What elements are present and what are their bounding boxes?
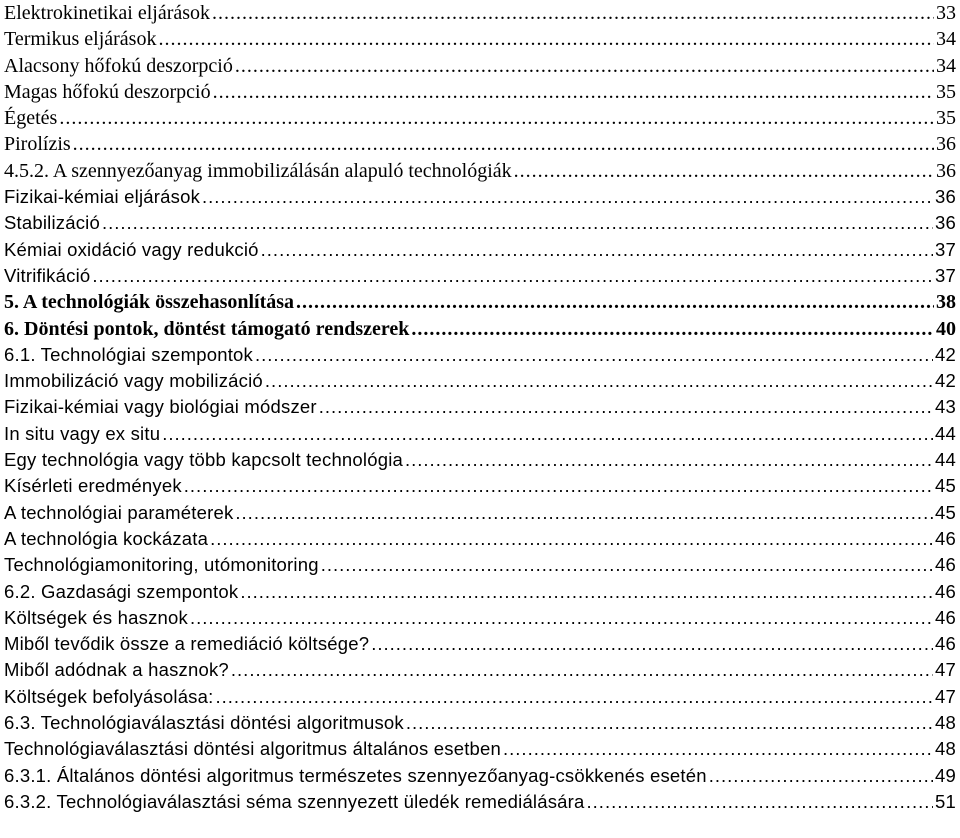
toc-entry[interactable] bbox=[4, 605, 956, 631]
toc-leader-dots bbox=[405, 447, 933, 473]
toc-leader-dots bbox=[503, 736, 933, 762]
toc-entry-title: Miből adódnak a hasznok? bbox=[4, 659, 229, 681]
toc-leader-dots bbox=[92, 263, 933, 289]
toc-entry-title: Technológiamonitoring, utómonitoring bbox=[4, 554, 319, 576]
toc-entry-page: 33 bbox=[936, 2, 956, 24]
toc-entry[interactable] bbox=[4, 789, 956, 815]
toc-entry-page: 34 bbox=[936, 54, 956, 77]
toc-entry-title: Stabilizáció bbox=[4, 212, 100, 234]
toc-leader-dots bbox=[73, 131, 934, 157]
toc-entry-title: Elektrokinetikai eljárások bbox=[4, 2, 211, 24]
toc-entry[interactable] bbox=[4, 710, 956, 736]
toc-leader-dots bbox=[213, 79, 934, 105]
toc-entry[interactable] bbox=[4, 447, 956, 473]
toc-entry[interactable] bbox=[4, 657, 956, 683]
toc-entry[interactable] bbox=[4, 316, 956, 342]
toc-entry-page: 34 bbox=[936, 28, 956, 51]
toc-entry-title: 5. A technológiák összehasonlítása bbox=[4, 291, 295, 314]
toc-entry[interactable] bbox=[4, 763, 956, 789]
toc-leader-dots bbox=[319, 394, 933, 420]
toc-entry-title: 6. Döntési pontok, döntést támogató rendszerek bbox=[4, 317, 410, 340]
toc-leader-dots bbox=[210, 526, 933, 552]
toc-leader-dots bbox=[709, 763, 933, 789]
toc-entry-page: 38 bbox=[936, 291, 956, 314]
toc-entry-page: 45 bbox=[935, 475, 956, 497]
toc-leader-dots bbox=[158, 26, 934, 52]
toc-entry-title: 6.1. Technológiai szempontok bbox=[4, 343, 253, 365]
toc-entry-page: 44 bbox=[935, 422, 956, 444]
toc-entry-page: 36 bbox=[936, 133, 956, 156]
toc-entry-page: 35 bbox=[936, 80, 956, 103]
toc-leader-dots bbox=[514, 158, 934, 184]
toc-leader-dots bbox=[265, 368, 933, 394]
toc-entry-page: 37 bbox=[935, 238, 956, 260]
toc-entry-title: Kémiai oxidáció vagy redukció bbox=[4, 238, 259, 260]
toc-entry[interactable] bbox=[4, 184, 956, 210]
toc-entry-page: 46 bbox=[935, 633, 956, 655]
toc-entry-title: Kísérleti eredmények bbox=[4, 475, 182, 497]
toc-leader-dots bbox=[190, 605, 933, 631]
toc-leader-dots bbox=[321, 552, 933, 578]
toc-entry-title: Költségek befolyásolása: bbox=[4, 685, 214, 707]
toc-leader-dots bbox=[59, 105, 934, 131]
toc-entry[interactable] bbox=[4, 552, 956, 578]
toc-leader-dots bbox=[162, 421, 933, 447]
toc-entry-page: 47 bbox=[935, 685, 956, 707]
toc-entry-title: Magas hőfokú deszorpció bbox=[4, 80, 211, 103]
toc-leader-dots bbox=[215, 684, 933, 710]
toc-leader-dots bbox=[406, 710, 933, 736]
toc-entry[interactable] bbox=[4, 421, 956, 447]
toc-entry-page: 36 bbox=[936, 159, 956, 182]
toc-entry-title: 6.3.1. Általános döntési algoritmus természetes szennyezőanyag-csökkenés esetén bbox=[4, 764, 707, 786]
toc-entry-title: 4.5.2. A szennyezőanyag immobilizálásán alapuló technológiák bbox=[4, 159, 512, 182]
toc-entry-title: Miből tevődik össze a remediáció költsége? bbox=[4, 633, 370, 655]
toc-entry-title: 6.2. Gazdasági szempontok bbox=[4, 580, 239, 602]
toc-entry-page: 42 bbox=[935, 343, 956, 365]
toc-entry-page: 46 bbox=[935, 606, 956, 628]
toc-entry-page: 44 bbox=[935, 449, 956, 471]
toc-leader-dots bbox=[231, 657, 933, 683]
table-of-contents bbox=[4, 0, 956, 815]
toc-entry-title: Égetés bbox=[4, 107, 58, 130]
toc-leader-dots bbox=[240, 579, 933, 605]
toc-entry-page: 47 bbox=[935, 659, 956, 681]
toc-entry[interactable] bbox=[4, 210, 956, 236]
toc-entry[interactable] bbox=[4, 105, 956, 131]
toc-entry[interactable] bbox=[4, 394, 956, 420]
toc-entry[interactable] bbox=[4, 736, 956, 762]
toc-leader-dots bbox=[411, 316, 934, 342]
toc-leader-dots bbox=[235, 53, 934, 79]
toc-entry-page: 37 bbox=[935, 264, 956, 286]
toc-entry-page: 46 bbox=[935, 527, 956, 549]
toc-entry-page: 36 bbox=[935, 186, 956, 208]
toc-entry-title: Egy technológia vagy több kapcsolt technológia bbox=[4, 449, 403, 471]
toc-entry-title: A technológia kockázata bbox=[4, 527, 209, 549]
toc-entry-title: 6.3. Technológiaválasztási döntési algoritmusok bbox=[4, 712, 404, 734]
toc-entry-page: 40 bbox=[936, 317, 956, 340]
toc-entry[interactable] bbox=[4, 289, 956, 315]
toc-entry[interactable] bbox=[4, 579, 956, 605]
toc-leader-dots bbox=[212, 0, 934, 26]
toc-entry[interactable] bbox=[4, 26, 956, 52]
toc-entry-title: Fizikai-kémiai eljárások bbox=[4, 186, 201, 208]
toc-leader-dots bbox=[255, 342, 933, 368]
toc-entry-title: Fizikai-kémiai vagy biológiai módszer bbox=[4, 396, 317, 418]
toc-entry[interactable] bbox=[4, 158, 956, 184]
toc-leader-dots bbox=[184, 473, 933, 499]
toc-entry[interactable] bbox=[4, 237, 956, 263]
toc-entry-page: 45 bbox=[935, 501, 956, 523]
toc-leader-dots bbox=[102, 210, 933, 236]
toc-entry-page: 49 bbox=[935, 764, 956, 786]
toc-entry-page: 48 bbox=[935, 738, 956, 760]
toc-leader-dots bbox=[261, 237, 933, 263]
toc-leader-dots bbox=[296, 289, 934, 315]
toc-entry[interactable] bbox=[4, 79, 956, 105]
toc-entry-title: 6.3.2. Technológiaválasztási séma szennyezett üledék remediálására bbox=[4, 790, 585, 812]
toc-entry-page: 51 bbox=[935, 790, 956, 812]
toc-entry-title: Termikus eljárások bbox=[4, 28, 157, 51]
toc-entry-page: 36 bbox=[935, 212, 956, 234]
toc-leader-dots bbox=[202, 184, 933, 210]
toc-entry-title: Költségek és hasznok bbox=[4, 606, 188, 628]
toc-entry-title: Technológiaválasztási döntési algoritmus általános esetben bbox=[4, 738, 502, 760]
toc-entry[interactable] bbox=[4, 684, 956, 710]
toc-entry[interactable] bbox=[4, 500, 956, 526]
toc-entry[interactable] bbox=[4, 53, 956, 79]
toc-entry-page: 35 bbox=[936, 107, 956, 130]
toc-leader-dots bbox=[587, 789, 933, 815]
toc-entry-page: 46 bbox=[935, 554, 956, 576]
toc-entry-title: A technológiai paraméterek bbox=[4, 501, 234, 523]
toc-leader-dots bbox=[371, 631, 933, 657]
toc-entry-title: Alacsony hőfokú deszorpció bbox=[4, 54, 233, 77]
toc-entry[interactable] bbox=[4, 342, 956, 368]
toc-entry-page: 42 bbox=[935, 370, 956, 392]
toc-entry-page: 48 bbox=[935, 712, 956, 734]
toc-entry-title: Immobilizáció vagy mobilizáció bbox=[4, 370, 263, 392]
toc-entry[interactable] bbox=[4, 131, 956, 157]
toc-entry-page: 46 bbox=[935, 580, 956, 602]
toc-entry-title: Pirolízis bbox=[4, 133, 71, 156]
toc-entry[interactable] bbox=[4, 263, 956, 289]
toc-leader-dots bbox=[235, 500, 933, 526]
toc-entry[interactable] bbox=[4, 473, 956, 499]
toc-entry[interactable] bbox=[4, 368, 956, 394]
toc-entry[interactable] bbox=[4, 631, 956, 657]
toc-entry[interactable] bbox=[4, 526, 956, 552]
toc-entry[interactable] bbox=[4, 0, 956, 26]
toc-entry-title: Vitrifikáció bbox=[4, 264, 91, 286]
toc-entry-page: 43 bbox=[935, 396, 956, 418]
toc-entry-title: In situ vagy ex situ bbox=[4, 422, 161, 444]
